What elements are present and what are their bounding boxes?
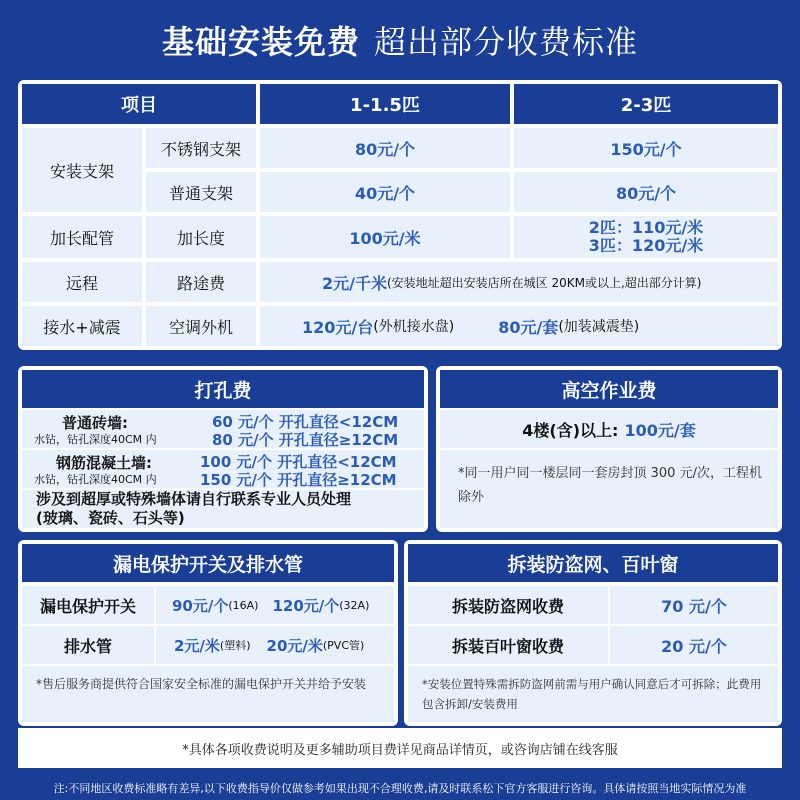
leak-row2-values — [156, 626, 394, 664]
water-v1: 120元/台 — [302, 317, 374, 337]
bottom-disclaimer: 注:不同地区收费标准略有差异,以下收费指导价仅做参考如果出现不合理收费,请及时联系松下官方客服进行咨询。具体请按照当地实际情况为准 — [53, 781, 747, 795]
drill-brick-line1: 60 元/个 开孔直径<12CM — [212, 413, 399, 431]
drill-panel — [18, 366, 428, 532]
title-normal: 超出部分收费标准 — [374, 23, 639, 61]
high-line — [440, 410, 778, 448]
leak-row1-name: 漏电保护开关 — [22, 586, 154, 624]
leak-row2-n1: (塑料) — [219, 639, 251, 652]
bracket-steel-v1: 80元/个 — [260, 128, 510, 168]
high-line-value: 100元/套 — [624, 420, 696, 440]
drill-concrete — [22, 450, 424, 488]
theft-panel — [404, 540, 782, 726]
pricing-table — [18, 80, 782, 350]
high-header: 高空作业费 — [440, 370, 778, 408]
drill-brick-label: 普通砖墙: — [62, 414, 128, 432]
theft-row2-name: 拆装百叶窗收费 — [408, 626, 608, 664]
drill-brick-line2: 80 元/个 开孔直径≥12CM — [212, 431, 399, 449]
bracket-label: 安装支架 — [22, 128, 142, 212]
remote-value-cell — [260, 262, 778, 302]
water-v2-note: (加装减震垫) — [558, 319, 640, 335]
leak-row1-v1: 90元/个 — [172, 596, 229, 615]
leak-row2-v2: 20元/米 — [266, 636, 323, 655]
drill-concrete-sub: 水钻，钻孔深度40CM 内 — [34, 473, 157, 486]
pipe-v2 — [514, 216, 778, 258]
header-item: 项目 — [22, 84, 256, 124]
leak-row1-n2: (32A) — [339, 598, 370, 612]
bracket-steel-v2: 150元/个 — [514, 128, 778, 168]
water-v1-note: (外机接水盘) — [373, 319, 455, 335]
drill-brick-sub: 水钻，钻孔深度40CM 内 — [34, 433, 157, 446]
high-panel — [436, 366, 782, 532]
pipe-name: 加长度 — [146, 216, 256, 258]
bracket-normal-v1: 40元/个 — [260, 172, 510, 212]
drill-note — [22, 490, 424, 528]
footer-note-strip — [18, 728, 782, 768]
leak-header: 漏电保护开关及排水管 — [22, 544, 394, 582]
bracket-steel-name: 不锈钢支架 — [146, 128, 256, 168]
drill-concrete-line2: 150 元/个 开孔直径≥12CM — [200, 471, 397, 489]
leak-row2-name: 排水管 — [22, 626, 154, 664]
drill-note-line1: 涉及到超厚或特殊墙体请自行联系专业人员处理 — [36, 490, 352, 508]
footer-note: *具体各项收费说明及更多辅助项目费详见商品详情页，或咨询店铺在线客服 — [182, 742, 618, 758]
pipe-v2-line1: 2匹：110元/米 — [588, 218, 704, 237]
header-1-1.5: 1-1.5匹 — [260, 84, 510, 124]
remote-label: 远程 — [22, 262, 142, 302]
leak-row2-n2: (PVC管) — [322, 639, 365, 652]
water-v2: 80元/套 — [498, 317, 559, 337]
pipe-v1: 100元/米 — [260, 216, 510, 258]
bracket-normal-v2: 80元/个 — [514, 172, 778, 212]
pipe-v2-line2: 3匹：120元/米 — [588, 236, 704, 255]
high-line-label: 4楼(含)以上: — [522, 420, 619, 440]
remote-value: 2元/千米 — [322, 273, 387, 293]
theft-note: *安装位置特殊需拆防盗网前需与用户确认同意后才可拆除；此费用包含拆卸/安装费用 — [408, 666, 778, 722]
leak-panel — [18, 540, 398, 726]
leak-row1-n1: (16A) — [228, 598, 259, 612]
theft-row2-value: 20 元/个 — [610, 626, 778, 664]
high-note: *同一用户同一楼层同一套房封顶 300 元/次，工程机除外 — [440, 450, 778, 528]
leak-row1-values — [156, 586, 394, 624]
drill-header: 打孔费 — [22, 370, 424, 408]
water-label: 接水+减震 — [22, 306, 142, 346]
remote-name: 路途费 — [146, 262, 256, 302]
header-2-3: 2-3匹 — [514, 84, 778, 124]
drill-concrete-label: 钢筋混凝土墙: — [56, 454, 152, 472]
theft-header: 拆装防盗网、百叶窗 — [408, 544, 778, 582]
theft-row1-value: 70 元/个 — [610, 586, 778, 624]
drill-concrete-line1: 100 元/个 开孔直径<12CM — [200, 453, 397, 471]
drill-brick — [22, 410, 424, 448]
leak-row2-v1: 2元/米 — [174, 636, 220, 655]
page-title — [0, 0, 800, 80]
pipe-label: 加长配管 — [22, 216, 142, 258]
leak-row1-v2: 120元/个 — [272, 596, 340, 615]
water-value-cell — [260, 306, 778, 346]
remote-note: (安装地址超出安装店所在城区 20KM或以上,超出部分计算) — [386, 275, 702, 290]
theft-row1-name: 拆装防盗网收费 — [408, 586, 608, 624]
title-bold: 基础安装免费 — [161, 23, 360, 61]
water-name: 空调外机 — [146, 306, 256, 346]
drill-note-line2: (玻璃、瓷砖、石头等) — [36, 509, 185, 527]
leak-note: *售后服务商提供符合国家安全标准的漏电保护开关并给予安装 — [22, 666, 394, 722]
bracket-normal-name: 普通支架 — [146, 172, 256, 212]
